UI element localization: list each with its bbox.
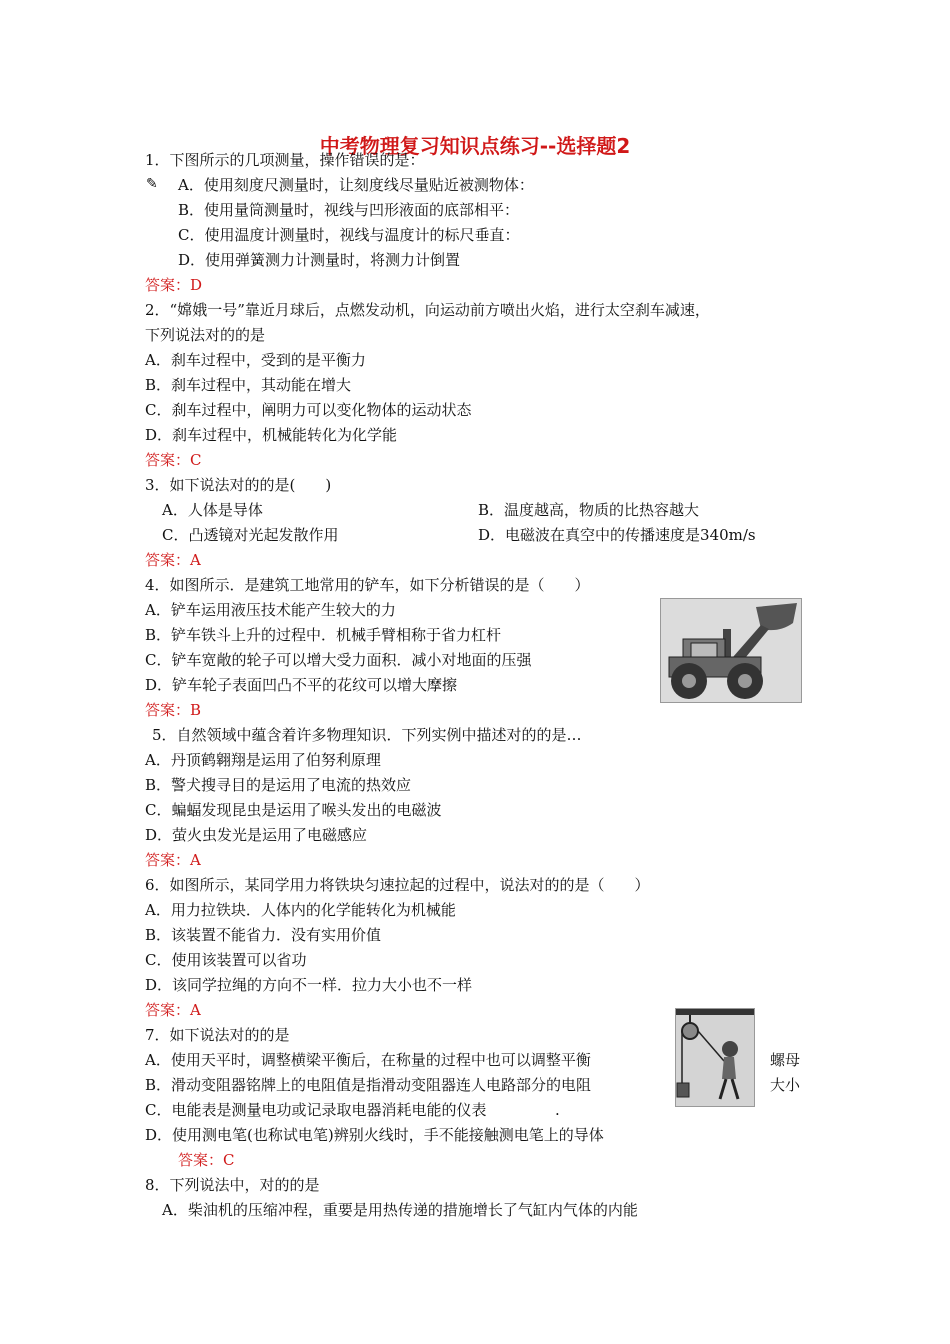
question-6-option-c: C．使用该装置可以省功 xyxy=(145,951,307,969)
question-5-answer: 答案：A xyxy=(145,851,201,869)
question-4-option-a: A．铲车运用液压技术能产生较大的力 xyxy=(145,601,396,619)
question-7-answer: 答案：C xyxy=(178,1151,235,1169)
question-5-option-a: A．丹顶鹤翱翔是运用了伯努利原理 xyxy=(145,751,381,769)
question-2-stem-line1: 2．“嫦娥一号”靠近月球后，点燃发动机，向运动前方喷出火焰，进行太空刹车减速， xyxy=(145,301,710,319)
question-5-option-c: C．蝙蝠发现昆虫是运用了喉头发出的电磁波 xyxy=(145,801,442,819)
question-1-option-c: C．使用温度计测量时，视线与温度计的标尺垂直： xyxy=(178,226,520,244)
question-2-option-a: A．刹车过程中，受到的是平衡力 xyxy=(145,351,366,369)
question-3-option-b: B．温度越高，物质的比热容越大 xyxy=(478,501,700,519)
question-2-answer: 答案：C xyxy=(145,451,202,469)
question-8-stem: 8．下列说法中，对的的是 xyxy=(145,1176,320,1194)
question-7-option-c: C．电能表是测量电功或记录取电器消耗电能的仪表 xyxy=(145,1101,487,1119)
question-1-answer: 答案：D xyxy=(145,276,203,294)
question-3-stem: 3．如下说法对的的是( ) xyxy=(145,476,332,494)
question-4-stem: 4．如图所示．是建筑工地常用的铲车，如下分析错误的是（ ） xyxy=(145,576,590,594)
pointer-hand-icon: ✎ xyxy=(146,176,158,192)
question-2-option-c: C．刹车过程中，阐明力可以变化物体的运动状态 xyxy=(145,401,472,419)
question-6-answer: 答案：A xyxy=(145,1001,201,1019)
question-7-option-d: D．使用测电笔(也称试电笔)辨别火线时，手不能接触测电笔上的导体 xyxy=(145,1126,604,1144)
question-7-option-b: B．滑动变阻器铭牌上的电阻值是指滑动变阻器连人电路部分的电阻 xyxy=(145,1076,592,1094)
question-6-option-b: B．该装置不能省力．没有实用价值 xyxy=(145,926,382,944)
question-1-stem: 1．下图所示的几项测量，操作错误的是： xyxy=(145,151,425,169)
pulley-illustration xyxy=(675,1008,755,1107)
question-1-option-d: D．使用弹簧测力计测量时，将测力计倒置 xyxy=(178,251,461,269)
question-5-stem: 5．自然领域中蕴含着许多物理知识．下列实例中描述对的的是… xyxy=(152,726,582,744)
question-1-option-b: B．使用量筒测量时，视线与凹形液面的底部相平： xyxy=(178,201,520,219)
question-3-option-c: C．凸透镜对光起发散作用 xyxy=(162,526,339,544)
question-4-option-b: B．铲车铁斗上升的过程中．机械手臂相称于省力杠杆 xyxy=(145,626,502,644)
question-6-stem: 6．如图所示，某同学用力将铁块匀速拉起的过程中，说法对的的是（ ） xyxy=(145,876,650,894)
question-2-option-d: D．刹车过程中，机械能转化为化学能 xyxy=(145,426,398,444)
question-1-option-a: A．使用刻度尺测量时，让刻度线尽量贴近被测物体： xyxy=(178,176,534,194)
question-8-option-a: A．柴油机的压缩冲程，重要是用热传递的措施增长了气缸内气体的内能 xyxy=(162,1201,638,1219)
question-4-answer: 答案：B xyxy=(145,701,202,719)
question-5-option-d: D．萤火虫发光是运用了电磁感应 xyxy=(145,826,368,844)
question-7-stem: 7．如下说法对的的是 xyxy=(145,1026,290,1044)
question-6-option-a: A．用力拉铁块．人体内的化学能转化为机械能 xyxy=(145,901,456,919)
question-2-stem-line2: 下列说法对的的是 xyxy=(145,326,266,344)
question-6-option-d: D．该同学拉绳的方向不一样．拉力大小也不一样 xyxy=(145,976,473,994)
loader-illustration xyxy=(660,598,802,703)
question-3-answer: 答案：A xyxy=(145,551,201,569)
question-4-option-d: D．铲车轮子表面凹凸不平的花纹可以增大摩擦 xyxy=(145,676,458,694)
question-7-option-c-dot: . xyxy=(555,1101,560,1119)
question-4-option-c: C．铲车宽敞的轮子可以增大受力面积．减小对地面的压强 xyxy=(145,651,532,669)
question-5-option-b: B．警犬搜寻目的是运用了电流的热效应 xyxy=(145,776,412,794)
question-3-option-d: D．电磁波在真空中的传播速度是340m/s xyxy=(478,526,756,544)
question-7-option-a: A．使用天平时，调整横梁平衡后，在称量的过程中也可以调整平衡 xyxy=(145,1051,591,1069)
page-title: 中考物理复习知识点练习--选择题2 xyxy=(319,134,631,158)
question-7-option-a-tail: 螺母 xyxy=(770,1051,801,1069)
question-2-option-b: B．刹车过程中，其动能在增大 xyxy=(145,376,352,394)
question-7-option-b-tail: 大小 xyxy=(770,1076,801,1094)
question-3-option-a: A．人体是导体 xyxy=(162,501,263,519)
